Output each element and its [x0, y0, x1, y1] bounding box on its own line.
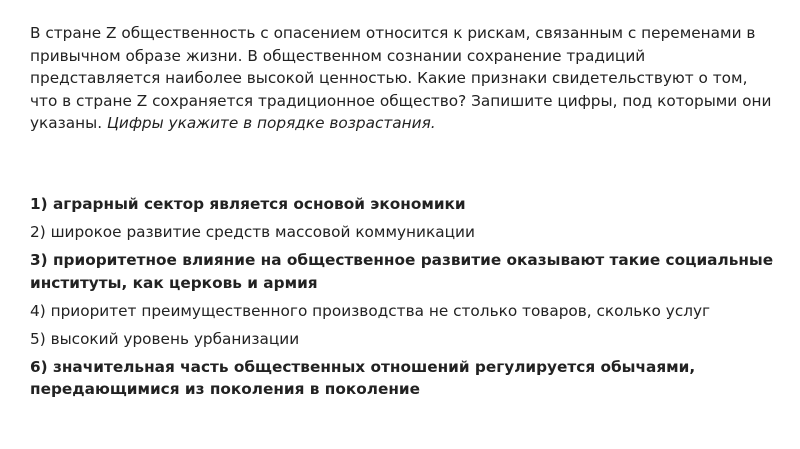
question-block: [30, 22, 778, 135]
answer-option-4: 4) приоритет преимущественного производства не столько товаров, сколько услуг: [30, 301, 711, 320]
answer-option-3: 3) приоритетное влияние на общественное развитие оказывают такие социальные институты, как церковь и армия: [30, 251, 774, 292]
answer-options-list: [30, 193, 778, 406]
question-body: В стране Z общественность с опасением относится к рискам, связанным с переменами в привычном образе жизни. В общественном сознании сохранение традиций представляется наиболее высокой ценностью. Какие признаки свидетельствуют о том, что в стране Z сохраняется традиционное общество? Запишите цифры, под которыми они указаны.: [30, 24, 772, 133]
question-instruction: Цифры укажите в порядке возрастания.: [107, 114, 436, 133]
answer-option-2: 2) широкое развитие средств массовой коммуникации: [30, 223, 475, 241]
answer-option-6: 6) значительная часть общественных отношений регулируется обычаями, передающимися из поколения в поколение: [30, 357, 696, 399]
answer-option-1: 1) аграрный сектор является основой экономики: [30, 195, 466, 213]
question-text: [30, 22, 778, 135]
answer-option-5: 5) высокий уровень урбанизации: [30, 329, 300, 348]
